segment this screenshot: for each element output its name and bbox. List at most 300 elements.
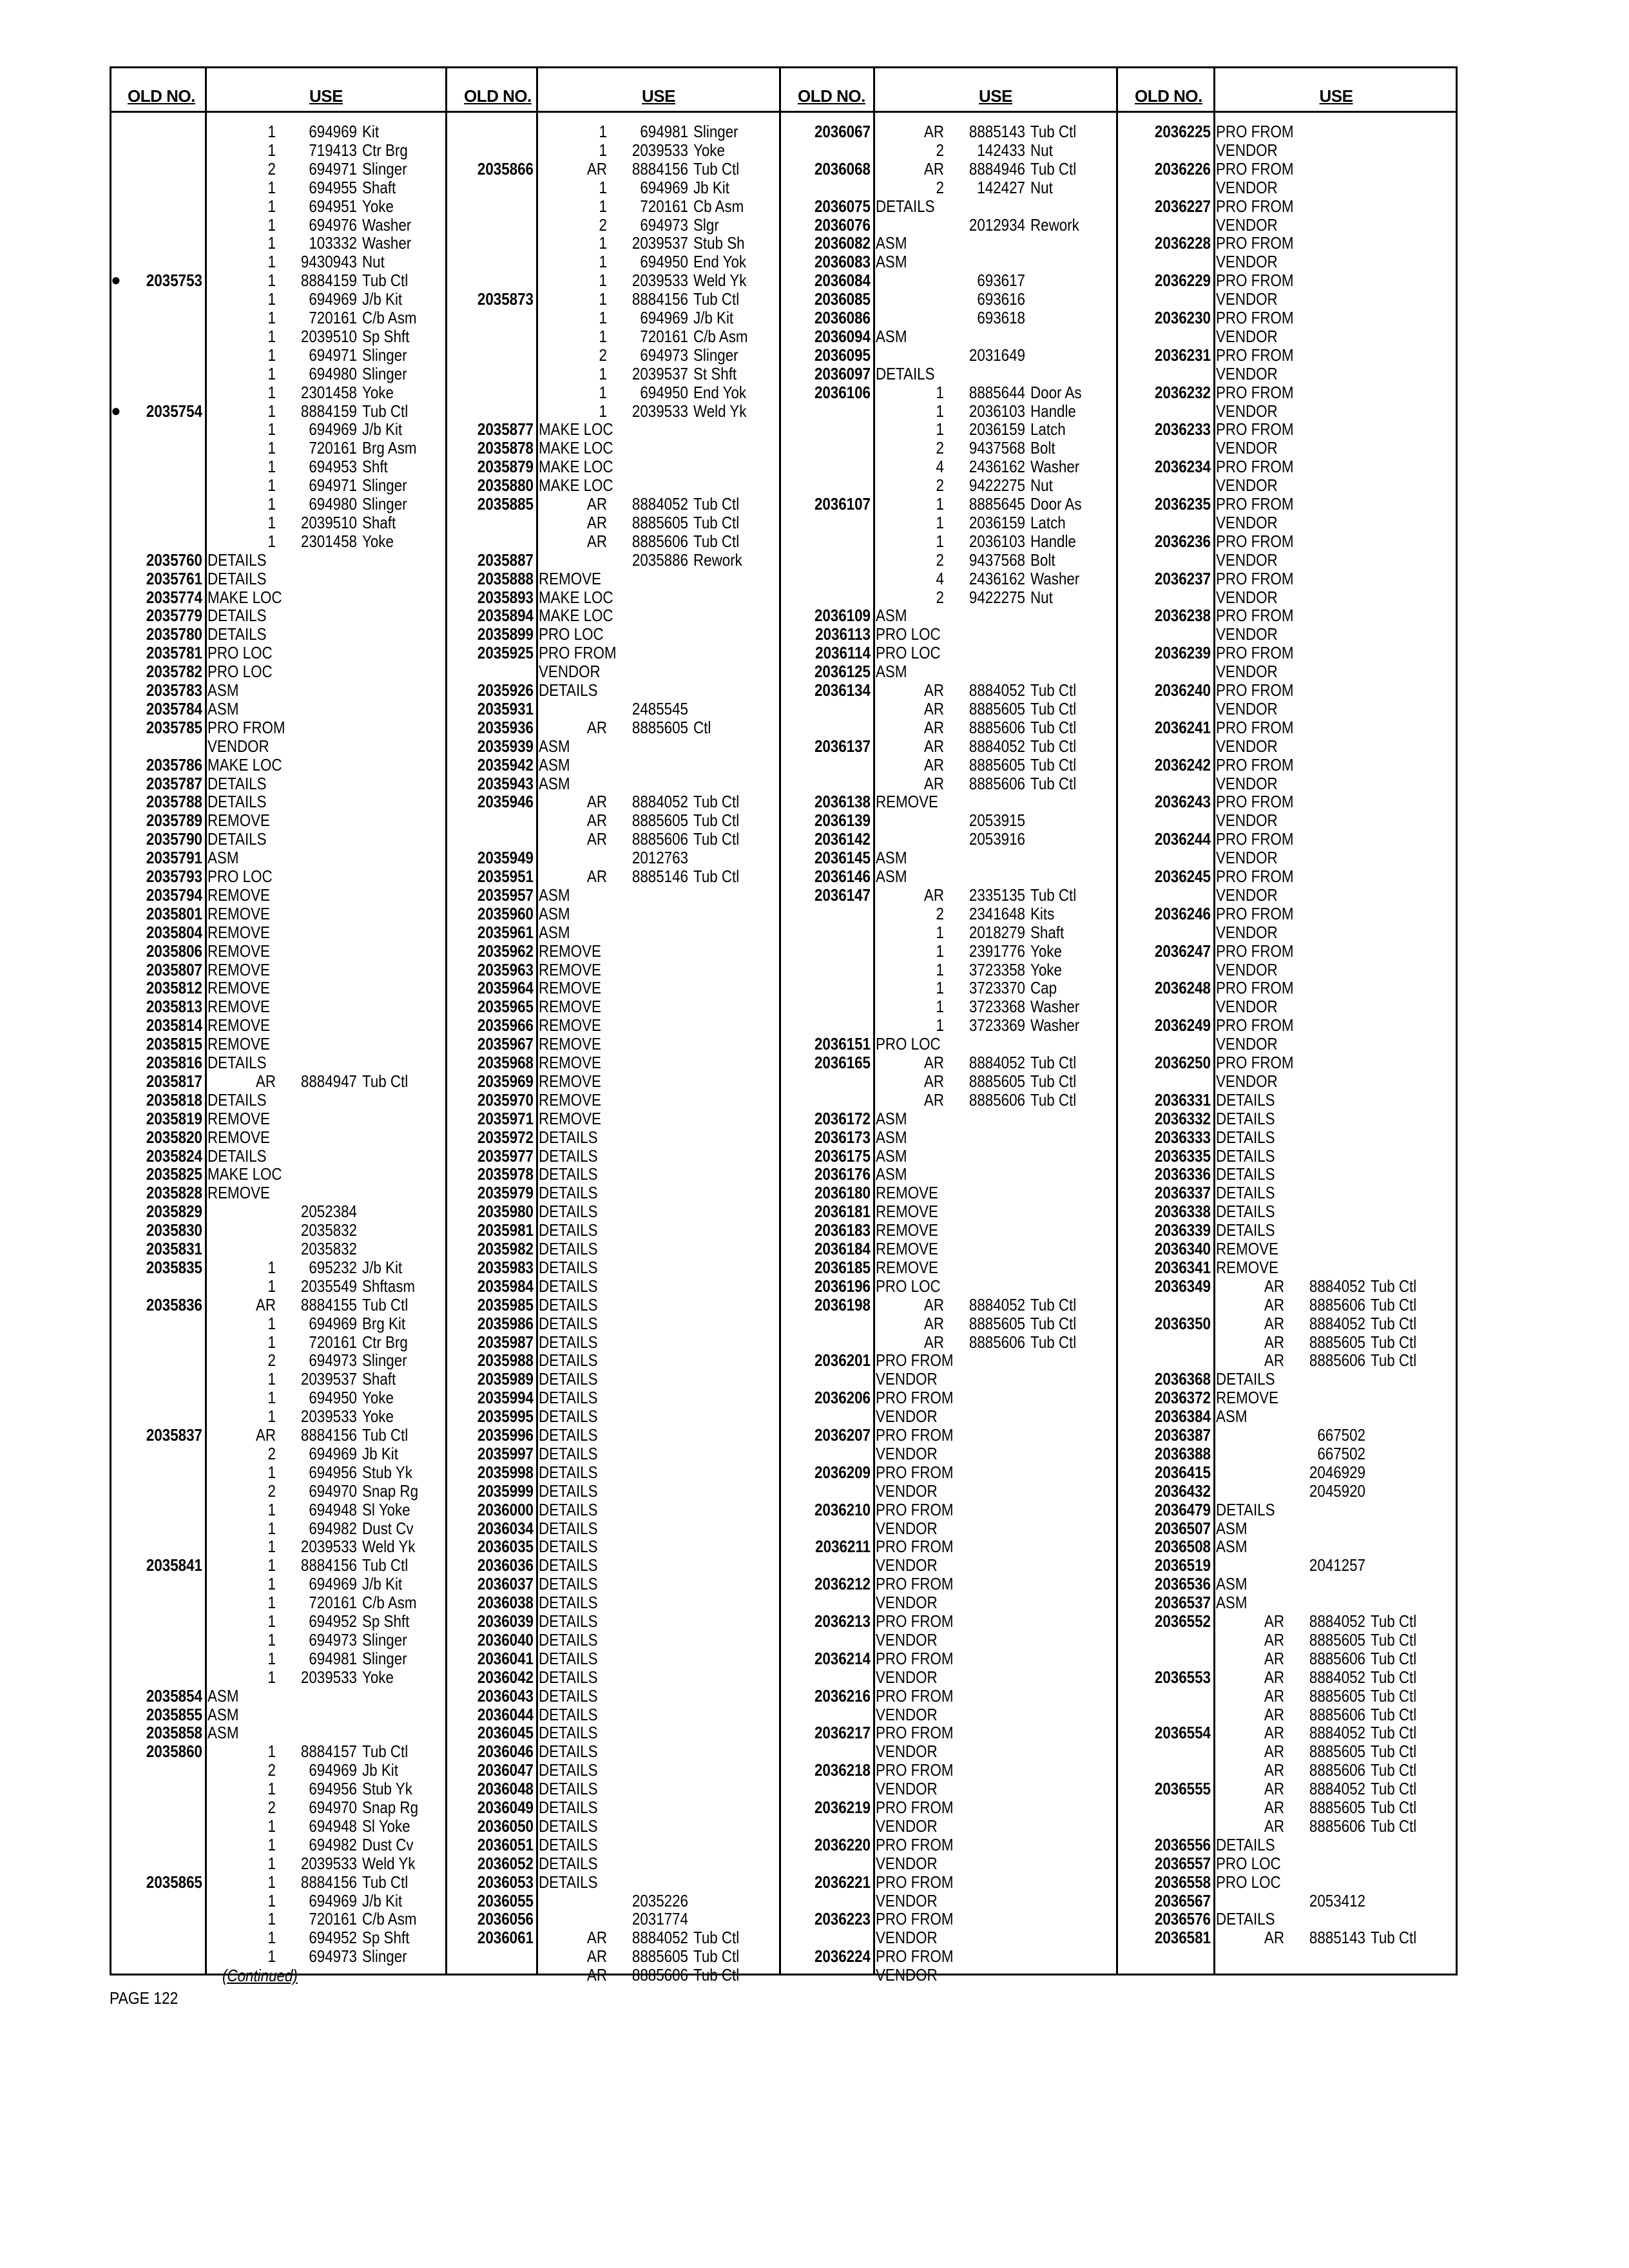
part-number: 8885605 [969,698,1025,718]
part-number: 2031774 [631,1909,688,1929]
old-number: 2036432 [1154,1481,1211,1501]
old-number: 2035984 [477,1276,534,1296]
use-text: PRO FROM [1216,941,1294,961]
quantity: AR [1264,1816,1284,1836]
old-number: 2035841 [146,1555,202,1575]
old-number: 2036113 [815,624,871,644]
use-text: DETAILS [539,1388,598,1408]
old-number: 2035817 [146,1071,202,1091]
old-number: 2035998 [477,1462,534,1482]
part-description: Tub Ctl [1030,698,1077,718]
use-text: VENDOR [207,736,269,756]
old-number: 2035966 [477,1015,534,1035]
part-number: 103332 [309,233,357,253]
old-number: 2036142 [814,829,871,849]
old-number: 2035878 [477,438,534,458]
part-description: End Yok [693,382,747,402]
part-number: 694948 [309,1816,357,1836]
part-description: Tub Ctl [362,1555,409,1575]
old-number: 2036226 [1154,159,1211,178]
use-text: DETAILS [539,1257,598,1277]
part-description: Yoke [362,531,394,551]
quantity: 4 [936,568,944,588]
old-number: 2036041 [477,1648,534,1668]
quantity: 1 [599,140,607,160]
use-text: ASM [207,680,239,700]
use-text: PRO FROM [1216,829,1294,849]
old-number: 2036139 [814,811,871,831]
old-number: 2036368 [1154,1369,1211,1389]
part-description: Tub Ctl [693,867,740,886]
part-number: 8884156 [631,159,688,178]
old-number: 2036086 [814,308,871,327]
quantity: 4 [936,457,944,477]
use-text: VENDOR [1216,289,1278,309]
old-number: 2035985 [477,1294,534,1314]
quantity: 1 [267,252,276,272]
old-no-divider-3 [873,66,875,1975]
old-number: 2036349 [1154,1276,1211,1296]
part-description: Tub Ctl [1371,1704,1417,1724]
quantity: 1 [267,512,276,532]
quantity: 1 [267,1388,276,1408]
use-text: VENDOR [876,1667,938,1687]
part-description: Slinger [693,345,738,365]
use-text: PRO FROM [1216,233,1294,253]
part-number: 2039533 [300,1407,357,1427]
use-text: VENDOR [1216,140,1278,160]
part-number: 2052384 [300,1202,357,1222]
quantity: 1 [267,177,276,197]
part-description: Nut [1030,140,1053,160]
part-number: 3723368 [969,997,1025,1017]
quantity: 2 [936,140,944,160]
quantity: 1 [267,140,276,160]
old-number: 2035963 [477,959,534,979]
part-number: 694969 [309,122,357,141]
old-number: 2035753 [146,271,202,291]
part-number: 8884052 [969,1053,1025,1072]
old-number: 2036335 [1154,1146,1211,1166]
use-text: MAKE LOC [539,438,613,458]
old-number: 2036221 [814,1872,871,1892]
use-text: VENDOR [876,1928,938,1948]
use-text: REMOVE [207,1127,270,1147]
old-number: 2035939 [477,736,534,756]
quantity: AR [1264,1723,1284,1743]
quantity: AR [255,1071,276,1091]
old-number: 2036554 [1154,1723,1211,1743]
part-number: 694969 [309,289,357,309]
use-text: DETAILS [539,1798,598,1817]
quantity: 1 [267,308,276,327]
part-description: Yoke [693,140,725,160]
use-text: DETAILS [539,1648,598,1668]
part-description: Tub Ctl [693,512,740,532]
old-number: 2035785 [146,717,202,737]
old-number: 2035982 [477,1239,534,1258]
quantity: 1 [599,177,607,197]
use-text: VENDOR [876,1779,938,1799]
use-text: ASM [1216,1593,1248,1613]
old-number: 2035996 [477,1425,534,1445]
quantity: AR [1264,1294,1284,1314]
part-number: 694982 [309,1518,357,1538]
use-text: PRO FROM [876,1909,954,1929]
use-text: DETAILS [1216,1090,1275,1110]
quantity: 1 [936,494,944,514]
part-number: 694952 [309,1928,357,1948]
old-number: 2036034 [477,1518,534,1538]
part-number: 8885606 [631,829,688,849]
part-number: 8884052 [631,494,688,514]
old-number: 2035783 [146,680,202,700]
use-text: REMOVE [1216,1239,1278,1258]
part-number: 8885606 [1309,1704,1365,1724]
part-description: Nut [1030,177,1053,197]
use-text: PRO FROM [876,1499,954,1519]
use-text: PRO LOC [876,1034,941,1054]
use-text: DETAILS [539,1127,598,1147]
quantity: AR [923,122,944,141]
old-number: 2036147 [814,885,871,905]
use-text: REMOVE [876,1239,938,1258]
part-number: 694969 [640,177,688,197]
old-number: 2036507 [1154,1518,1211,1538]
quantity: AR [923,736,944,756]
old-no-divider-1 [205,66,207,1975]
header-use: USE [642,86,675,106]
part-description: Shaft [362,512,396,532]
part-number: 2039510 [300,326,357,346]
part-description: Tub Ctl [1030,754,1077,774]
old-number: 2035866 [477,159,534,178]
use-text: VENDOR [876,1369,938,1389]
old-number: 2035968 [477,1053,534,1072]
part-number: 8885605 [631,512,688,532]
use-text: REMOVE [876,1220,938,1240]
part-number: 720161 [309,1909,357,1929]
old-number: 2036097 [814,363,871,383]
quantity: 1 [599,401,607,421]
old-number: 2036053 [477,1872,534,1892]
use-text: PRO FROM [1216,196,1294,216]
old-number: 2036180 [814,1183,871,1203]
use-text: REMOVE [207,811,270,831]
old-number: 2035779 [146,606,202,626]
old-number: 2035858 [146,1723,202,1743]
use-text: ASM [539,885,570,905]
part-number: 9430943 [300,252,357,272]
part-number: 8885606 [631,1965,688,1985]
old-number: 2035977 [477,1146,534,1166]
old-number: 2036173 [814,1127,871,1147]
use-text: VENDOR [876,1704,938,1724]
use-text: PRO FROM [876,1686,954,1706]
quantity: 1 [267,457,276,477]
quantity: 1 [936,922,944,942]
old-number: 2036146 [814,867,871,886]
part-description: Nut [362,252,385,272]
quantity: AR [923,885,944,905]
quantity: 1 [599,196,607,216]
use-text: VENDOR [876,1890,938,1910]
use-text: PRO FROM [876,1798,954,1817]
use-text: ASM [207,848,239,868]
old-number: 2035995 [477,1407,534,1427]
use-text: ASM [876,233,907,253]
part-number: 2039537 [631,363,688,383]
part-description: Tub Ctl [362,401,409,421]
part-description: Slinger [362,363,407,383]
quantity: 1 [599,308,607,327]
part-number: 2045920 [1309,1481,1365,1501]
quantity: 1 [936,1015,944,1035]
quantity: 1 [599,252,607,272]
quantity: 1 [267,1462,276,1482]
old-number: 2036211 [815,1537,871,1557]
use-text: VENDOR [1216,401,1278,421]
part-number: 8885605 [1309,1629,1365,1649]
use-text: VENDOR [876,1481,938,1501]
part-description: Weld Yk [362,1853,416,1873]
old-number: 2035784 [146,698,202,718]
part-number: 2012763 [631,848,688,868]
use-text: REMOVE [876,1183,938,1203]
part-number: 694950 [309,1388,357,1408]
part-number: 694969 [309,1313,357,1333]
quantity: AR [586,494,607,514]
use-text: PRO LOC [207,643,273,663]
old-number: 2035754 [146,401,202,421]
quantity: 1 [267,1313,276,1333]
old-number: 2036061 [477,1928,534,1948]
part-number: 2035886 [631,550,688,570]
use-text: PRO FROM [1216,457,1294,477]
quantity: AR [255,1294,276,1314]
use-text: REMOVE [207,1015,270,1035]
part-number: 8885146 [631,867,688,886]
use-text: VENDOR [1216,326,1278,346]
quantity: AR [1264,1798,1284,1817]
use-text: PRO FROM [876,1648,954,1668]
old-number: 2036044 [477,1704,534,1724]
use-text: DETAILS [1216,1183,1275,1203]
quantity: 1 [599,233,607,253]
part-number: 694948 [309,1499,357,1519]
part-description: Tub Ctl [1371,1629,1417,1649]
use-text: REMOVE [207,1108,270,1128]
old-number: 2036210 [814,1499,871,1519]
quantity: AR [923,680,944,700]
part-description: Tub Ctl [1030,885,1077,905]
use-text: DETAILS [876,196,935,216]
quantity: 1 [936,419,944,439]
old-number: 2036095 [814,345,871,365]
quantity: AR [1264,1611,1284,1631]
part-description: Brg Kit [362,1313,406,1333]
part-number: 694955 [309,177,357,197]
old-number: 2036183 [814,1220,871,1240]
part-number: 8885605 [1309,1742,1365,1762]
old-number: 2035970 [477,1090,534,1110]
use-text: REMOVE [539,1015,601,1035]
old-number: 2035979 [477,1183,534,1203]
quantity: AR [923,1313,944,1333]
part-description: Tub Ctl [1371,1611,1417,1631]
use-text: DETAILS [207,606,267,626]
part-description: Stub Yk [362,1462,412,1482]
use-text: ASM [539,773,570,793]
quantity: 1 [267,1629,276,1649]
use-text: ASM [876,1108,907,1128]
quantity: 2 [599,345,607,365]
part-description: J/b Kit [693,308,734,327]
part-description: Slinger [362,1350,407,1370]
part-description: Weld Yk [693,271,747,291]
quantity: 1 [267,1890,276,1910]
part-number: 694969 [309,1760,357,1780]
quantity: 1 [267,1872,276,1892]
old-number: 2035879 [477,457,534,477]
old-number: 2036214 [814,1648,871,1668]
old-number: 2036206 [814,1388,871,1408]
use-text: PRO FROM [876,1760,954,1780]
quantity: 1 [267,215,276,235]
old-number: 2036175 [814,1146,871,1166]
old-number: 2035926 [477,680,534,700]
old-number: 2036083 [814,252,871,272]
quantity: AR [1264,1629,1284,1649]
old-number: 2035815 [146,1034,202,1054]
quantity: AR [923,1332,944,1352]
old-number: 2036230 [1154,308,1211,327]
part-description: Tub Ctl [1030,159,1077,178]
use-text: PRO FROM [1216,643,1294,663]
part-description: Snap Rg [362,1798,419,1817]
use-text: PRO FROM [1216,903,1294,923]
old-number: 2036084 [814,271,871,291]
part-number: 3723370 [969,978,1025,998]
quantity: 1 [267,345,276,365]
part-number: 2036159 [969,419,1025,439]
part-number: 8884156 [300,1425,357,1445]
part-description: Slinger [693,122,738,141]
use-text: DETAILS [539,1350,598,1370]
part-description: Handle [1030,401,1076,421]
part-description: Tub Ctl [1030,1332,1077,1352]
part-number: 693616 [977,289,1025,309]
quantity: 1 [267,326,276,346]
part-number: 694969 [640,308,688,327]
use-text: DETAILS [539,1593,598,1613]
part-description: Dust Cv [362,1834,414,1854]
old-number: 2036225 [1154,122,1211,141]
old-number: 2036231 [1154,345,1211,365]
part-description: Tub Ctl [693,289,740,309]
old-number: 2035988 [477,1350,534,1370]
old-number: 2035812 [146,978,202,998]
part-number: 694952 [309,1611,357,1631]
old-number: 2035971 [477,1108,534,1128]
part-number: 2039533 [631,271,688,291]
old-number: 2036201 [814,1350,871,1370]
use-text: DETAILS [876,363,935,383]
part-number: 2341648 [969,903,1025,923]
quantity: 1 [267,1648,276,1668]
old-number: 2036333 [1154,1127,1211,1147]
use-text: ASM [207,1704,239,1724]
use-text: VENDOR [1216,885,1278,905]
old-number: 2036508 [1154,1537,1211,1557]
old-number: 2036239 [1154,643,1211,663]
part-number: 8884156 [300,1555,357,1575]
old-number: 2035791 [146,848,202,868]
quantity: 1 [936,959,944,979]
old-number: 2035983 [477,1257,534,1277]
part-number: 2436162 [969,457,1025,477]
revision-bullet-icon: ● [111,270,121,290]
quantity: 1 [267,494,276,514]
part-description: Tub Ctl [1371,1760,1417,1780]
part-number: 142427 [977,177,1025,197]
quantity: 1 [267,438,276,458]
use-text: DETAILS [539,1667,598,1687]
use-text: DETAILS [539,1742,598,1762]
part-description: Stub Yk [362,1779,412,1799]
old-number: 2035989 [477,1369,534,1389]
quantity: AR [586,159,607,178]
old-number: 2035899 [477,624,534,644]
use-text: ASM [539,903,570,923]
old-number: 2035981 [477,1220,534,1240]
old-number: 2036137 [814,736,871,756]
old-number: 2036049 [477,1798,534,1817]
part-description: Shftasm [362,1276,416,1296]
old-number: 2035987 [477,1332,534,1352]
old-number: 2036241 [1154,717,1211,737]
old-number: 2036479 [1154,1499,1211,1519]
part-description: C/b Asm [362,1593,417,1613]
old-number: 2036085 [814,289,871,309]
old-number: 2036082 [814,233,871,253]
quantity: 1 [267,1257,276,1277]
old-number: 2036038 [477,1593,534,1613]
old-number: 2036209 [814,1462,871,1482]
old-number: 2036213 [814,1611,871,1631]
use-text: REMOVE [207,922,270,942]
old-number: 2036372 [1154,1388,1211,1408]
part-description: C/b Asm [362,308,417,327]
part-number: 694969 [309,1443,357,1463]
part-number: 693617 [977,271,1025,291]
quantity: AR [586,811,607,831]
part-number: 694981 [640,122,688,141]
use-text: VENDOR [876,1965,938,1985]
part-description: Tub Ctl [1371,1779,1417,1799]
part-description: Tub Ctl [362,1742,409,1762]
quantity: 1 [267,196,276,216]
part-number: 8885605 [969,1313,1025,1333]
use-text: DETAILS [1216,1909,1275,1929]
part-number: 8884052 [1309,1779,1365,1799]
part-description: Door As [1030,382,1082,402]
part-number: 8885606 [1309,1816,1365,1836]
use-text: DETAILS [539,1555,598,1575]
part-number: 8885606 [1309,1350,1365,1370]
part-description: Kit [362,122,380,141]
quantity: AR [586,531,607,551]
